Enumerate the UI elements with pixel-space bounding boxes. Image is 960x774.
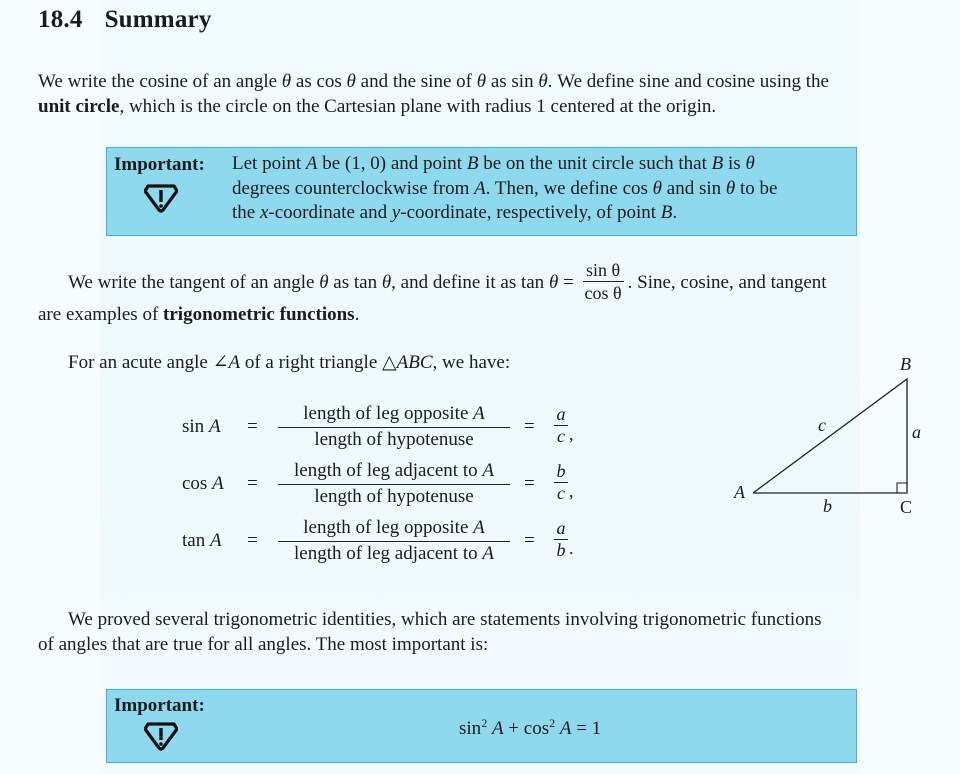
text: We write the tangent of an angle <box>68 271 320 293</box>
text: + cos <box>503 718 550 739</box>
warning-triangle-icon <box>144 721 178 751</box>
text: is <box>723 153 746 174</box>
text: as cos <box>291 71 347 92</box>
var-A: A <box>473 517 485 538</box>
equals-sign: = <box>524 473 535 494</box>
fraction-denominator: c <box>557 483 565 503</box>
fraction-denominator: c <box>557 426 565 446</box>
var-A: A <box>482 460 494 481</box>
text: , and define it as tan <box>391 271 549 293</box>
text: -coordinate and <box>268 202 392 223</box>
fraction-denominator <box>278 542 510 566</box>
vertex-B-label: B <box>900 354 911 374</box>
fraction-numerator: sin θ <box>583 259 624 282</box>
theta-symbol: θ <box>281 71 292 92</box>
theta-symbol: θ <box>538 71 548 92</box>
fraction-denominator <box>278 428 510 452</box>
fn-name: cos <box>182 473 213 494</box>
exponent: 2 <box>549 716 556 730</box>
text: length of leg adjacent to <box>294 460 483 481</box>
fraction-numerator <box>278 402 510 428</box>
punctuation: , <box>569 481 574 501</box>
equals-sign: = <box>247 473 258 494</box>
section-number: 18.4 <box>38 6 83 33</box>
right-angle-marker <box>897 483 907 493</box>
var-x: x <box>259 202 269 223</box>
important-box-pythagorean-identity <box>106 689 857 763</box>
important-box-definition <box>106 147 857 236</box>
side-b-label: b <box>823 496 832 516</box>
var-A: A <box>491 718 504 739</box>
text: length of leg opposite <box>303 517 474 538</box>
text: . Then, we define cos <box>485 177 653 199</box>
fraction-numerator: a <box>554 518 568 540</box>
var-ABC: ABC <box>396 352 433 373</box>
text: length of hypotenuse <box>314 429 474 450</box>
paragraph-unit-circle <box>38 69 938 119</box>
text: = <box>558 271 579 293</box>
var-A: A <box>228 352 241 373</box>
equation-lhs <box>182 416 221 438</box>
fraction-numerator: b <box>554 461 568 483</box>
text: to be <box>735 177 778 199</box>
var-B: B <box>711 153 724 174</box>
fraction-numerator <box>278 459 510 485</box>
equation-lhs <box>182 530 222 552</box>
text: be (1, 0) and point <box>317 153 467 174</box>
definition-text <box>232 152 852 226</box>
fraction-denominator <box>278 485 510 509</box>
text: length of leg opposite <box>303 403 474 424</box>
paragraph-right-triangle <box>68 351 510 374</box>
paragraph-tangent-line2 <box>38 304 359 326</box>
section-heading <box>38 6 212 34</box>
side-a-label: a <box>912 422 921 442</box>
warning-triangle-icon <box>144 183 178 213</box>
word-fraction <box>278 459 510 509</box>
important-label: Important: <box>114 154 205 175</box>
equation-lhs <box>182 473 224 495</box>
var-A: A <box>482 543 494 564</box>
fraction-numerator: a <box>554 404 568 426</box>
fraction-numerator <box>278 516 510 542</box>
theta-symbol: θ <box>346 71 356 92</box>
section-title: Summary <box>104 6 212 33</box>
vertex-C-label: C <box>900 497 913 517</box>
var-A: A <box>212 473 224 494</box>
right-triangle-diagram <box>720 345 940 520</box>
exponent: 2 <box>481 716 488 730</box>
text: length of hypotenuse <box>314 486 474 507</box>
text: length of leg adjacent to <box>294 543 483 564</box>
text: are examples of <box>38 304 164 325</box>
theta-symbol: θ <box>548 271 559 293</box>
text: . <box>672 202 678 223</box>
fraction-denominator: b <box>556 540 566 560</box>
text: , which is the circle on the Cartesian plane with radius 1 centered at the origin. <box>119 96 717 117</box>
term-trigonometric-functions: trigonometric functions <box>163 304 355 325</box>
theta-symbol: θ <box>476 71 487 92</box>
var-A: A <box>305 153 318 174</box>
vertex-A-label: A <box>734 482 745 502</box>
var-y: y <box>391 202 401 223</box>
triangle-symbol: △ <box>382 352 397 373</box>
text: We write the cosine of an angle <box>38 71 282 92</box>
text: For an acute angle <box>68 352 213 373</box>
text: and sin <box>662 177 726 199</box>
var-B: B <box>660 202 673 223</box>
letter-fraction <box>554 404 568 447</box>
theta-symbol: θ <box>381 271 392 293</box>
punctuation: . <box>569 538 574 558</box>
theta-symbol: θ <box>725 177 736 199</box>
text: = 1 <box>571 718 602 739</box>
word-fraction <box>278 516 510 566</box>
text: the <box>232 202 260 223</box>
theta-symbol: θ <box>745 153 755 174</box>
term-unit-circle: unit circle <box>38 96 120 117</box>
equals-sign: = <box>524 416 535 437</box>
pythagorean-identity <box>459 718 601 740</box>
side-c-label: c <box>818 415 826 435</box>
text: . We define sine and cosine using the <box>547 71 829 92</box>
theta-symbol: θ <box>652 177 663 199</box>
letter-fraction <box>554 461 568 504</box>
var-A: A <box>208 416 221 437</box>
text: as tan <box>328 271 382 293</box>
equals-sign: = <box>247 530 258 551</box>
text: -coordinate, respectively, of point <box>400 202 661 223</box>
text: . Sine, cosine, and tangent <box>627 271 827 293</box>
equals-sign: = <box>524 530 535 551</box>
fn-sin: sin <box>459 718 482 739</box>
text: as sin <box>486 71 539 92</box>
text: Let point <box>232 153 306 174</box>
important-label: Important: <box>114 695 205 716</box>
fraction-denominator: cos θ <box>584 283 622 303</box>
var-B: B <box>466 153 479 174</box>
text: be on the unit circle such that <box>478 153 712 174</box>
text: degrees counterclockwise from <box>232 177 475 199</box>
angle-symbol: ∠ <box>212 352 229 373</box>
var-A: A <box>559 718 572 739</box>
var-A: A <box>474 177 486 199</box>
text: of a right triangle <box>240 352 383 373</box>
fn-name: sin <box>182 416 209 437</box>
equals-sign: = <box>247 416 258 437</box>
theta-symbol: θ <box>319 271 329 293</box>
text: and the sine of <box>355 71 477 92</box>
text: , we have: <box>432 352 511 373</box>
var-A: A <box>209 530 222 551</box>
text: . <box>354 304 360 325</box>
paragraph-identities: We proved several trigonometric identities, which are statements involving trigonometric functions <box>68 609 822 630</box>
var-A: A <box>473 403 485 424</box>
letter-fraction <box>554 518 568 561</box>
paragraph-identities-line2: of angles that are true for all angles. The most important is: <box>38 634 489 655</box>
tangent-fraction <box>583 259 624 304</box>
fn-name: tan <box>182 530 210 551</box>
word-fraction <box>278 402 510 452</box>
triangle-outline <box>753 379 907 493</box>
paragraph-tangent <box>68 261 827 306</box>
punctuation: , <box>569 424 574 444</box>
